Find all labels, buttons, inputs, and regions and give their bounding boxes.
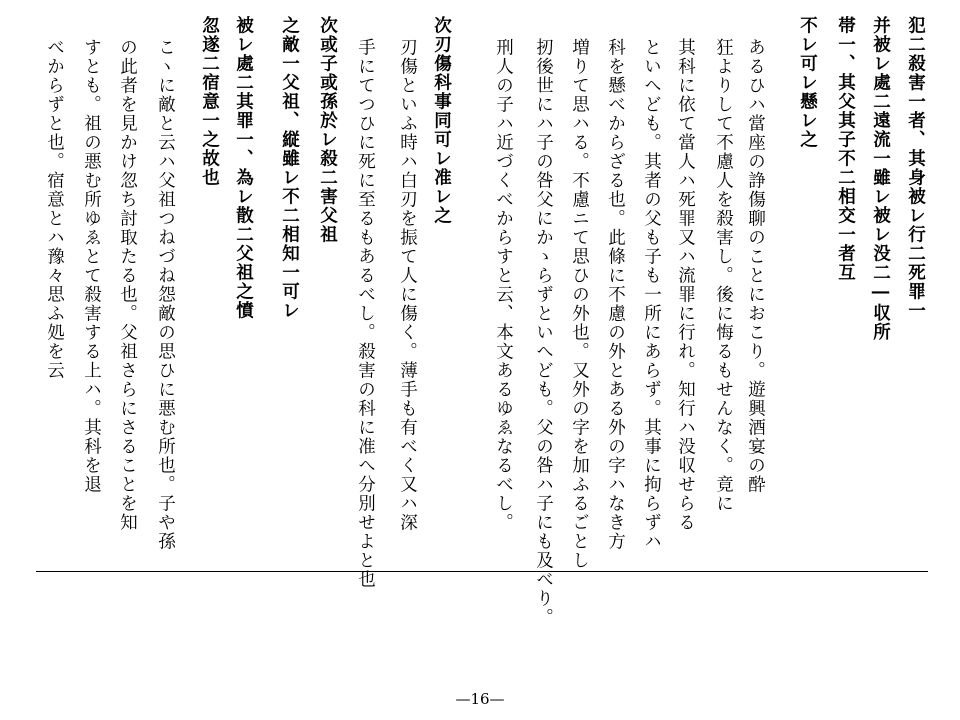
text-column-18: 被レ處二其罪一、為レ散二父祖之憤 [233, 16, 254, 320]
text-column-11: 扨後世にハ子の咎父にかゝらずといへども。父の咎ハ子にも及べり。 [533, 38, 554, 627]
text-column-1: 犯二殺害一者、其身被レ行二死罪一 [905, 16, 926, 320]
text-column-4: 不レ可レ懸レ之 [797, 16, 818, 149]
text-column-6: 狂よりして不慮人を殺害し。後に悔るもせんなく。竟に [713, 38, 734, 513]
text-column-14: 刃傷といふ時ハ白刃を振て人に傷く。薄手も有べく又ハ深 [397, 38, 418, 532]
text-column-9: 科を懸べからざる也。此條に不慮の外とある外の字ハなき方 [605, 38, 626, 551]
footer-divider [36, 571, 928, 572]
text-column-5: あるひハ當座の諍傷聊のことにおこり。遊興酒宴の酔 [745, 38, 766, 494]
text-column-8: といへども。其者の父も子も一所にあらず。其事に拘らずハ [641, 38, 662, 551]
text-column-16: 次或子或孫於レ殺二害父祖 [317, 16, 338, 244]
text-column-13: 次刃傷科事同可レ准レ之 [431, 16, 452, 225]
page-number: —16— [455, 690, 505, 708]
text-column-3: 帯一、其父其子不二相交一者互 [835, 16, 856, 282]
text-column-17: 之敵一父祖、縦雖レ不二相知一可レ [279, 16, 300, 320]
text-column-2: 并被レ處二遠流一雖レ被レ没二―収所 [870, 16, 891, 342]
text-column-12: 刑人の子ハ近づくべからすと云、本文あるゆゑなるべし。 [493, 38, 514, 532]
text-column-23: べからずと也。宿意とハ豫々思ふ処を云 [44, 38, 65, 380]
text-column-21: の此者を見かけ忽ち討取たる也。父祖さらにさることを知 [117, 38, 138, 532]
text-column-20: こヽに敵と云ハ父祖つねづね怨敵の思ひに悪む所也。子や孫 [155, 38, 176, 551]
text-column-7: 其科に依て當人ハ死罪又ハ流罪に行れ。知行ハ没収せらる [675, 38, 696, 532]
text-column-19: 忽遂二宿意一之故也 [199, 16, 220, 187]
text-column-10: 増りて思ハる。不慮ニて思ひの外也。又外の字を加ふるごとし [569, 38, 590, 570]
text-column-22: すとも。祖の悪む所ゆゑとて殺害する上ハ。其科を退 [81, 38, 102, 494]
text-column-15: 手にてつひに死に至るもあるべし。殺害の科に准へ分別せよと也 [355, 38, 376, 589]
